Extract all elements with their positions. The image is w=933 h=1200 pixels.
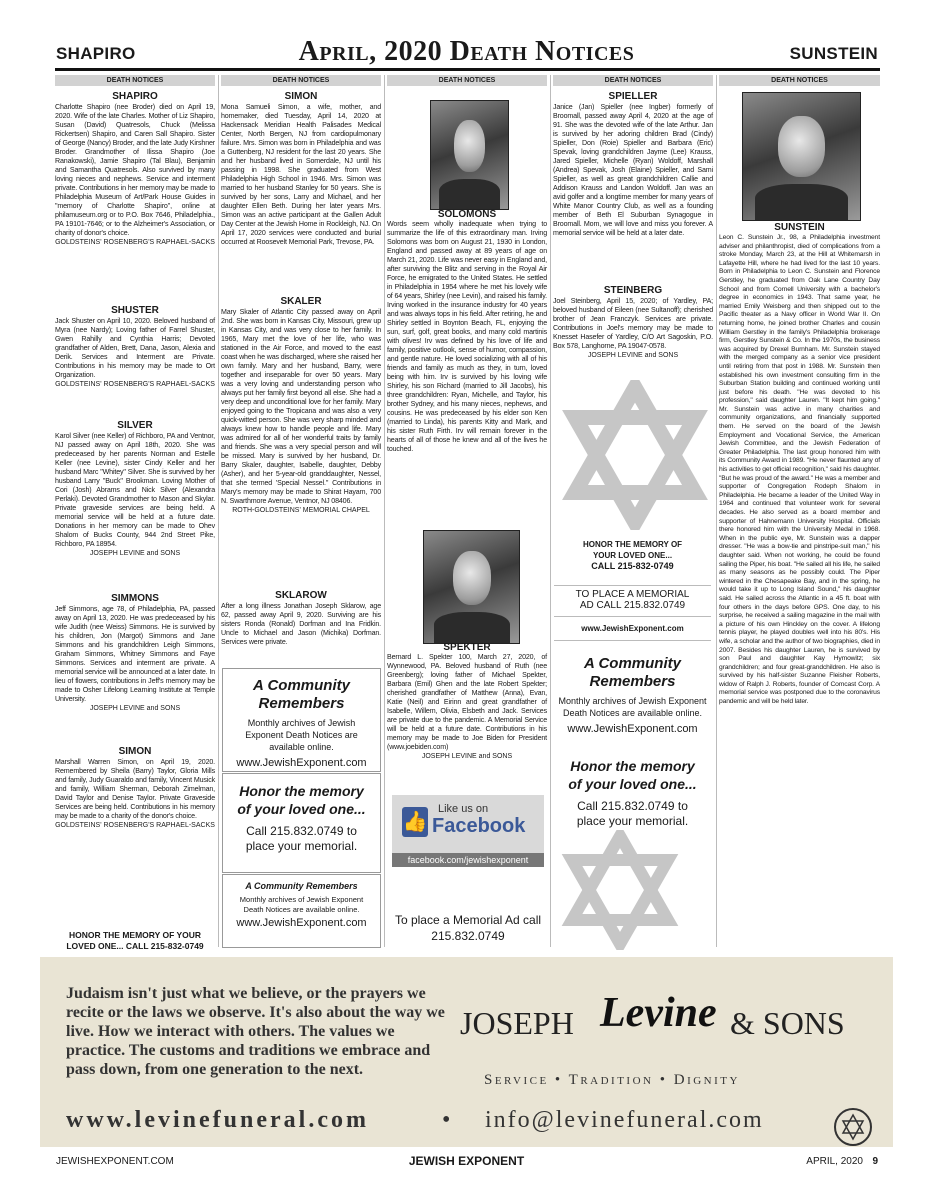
promo-text: Call 215.832.0749 to place your memorial. <box>245 824 358 853</box>
facebook-like-label: Like us on <box>438 803 489 815</box>
community-remembers-promo <box>554 655 711 735</box>
obituary-sunstein <box>719 234 880 707</box>
funeral-home: GOLDSTEINS' ROSENBERG'S RAPHAEL-SACKS <box>55 239 215 246</box>
obituary-text: Mary Skaler of Atlantic City passed away on April 2nd. She was born in Kansas City, Missouri, grew up in Kansas City, and was very close to her family. In 1965, Mary met the love of her life, who was stationed in the Air Force, and moved to the east coast when he was discharged, where she raised her own family. Mary and her husband, Barry, were together and inseparable for over 50 years. Mary was a very loving and understanding person who always put her family first beyond all else. She had a very deep and unconditional love for her family. Mary enjoyed going to the Tropicana and was also a very quick-witted person. She was very sharp minded and always knew how to handle people and life. Mary was admired for all of her wonderful traits by family and friends. She was a very special person and will be missed. Mary is survived by her husband, Dr. Barry Skaler, daughter, Isabelle, daughter, Debby (Asher), and her 5-year-old granddaughter, Nessel, that she termed 'Special Nessel." Contributions in Mary's memory may be made to Shirat Hayam, 700 N. Swarthmore Avenue, Ventnor, NJ 08406. <box>221 308 381 505</box>
memorial-ad-call: TO PLACE A MEMORIAL AD CALL 215.832.0749 <box>575 589 690 611</box>
obituary-simon-marshall <box>55 746 215 830</box>
obituary-name: SKALER <box>280 296 322 307</box>
honor-call-title: HONOR THE MEMORY OF YOUR LOVED ONE... <box>582 540 683 560</box>
ad-email[interactable]: info@levinefuneral.com <box>485 1107 764 1133</box>
honor-memory-promo <box>554 757 711 829</box>
obituary-shuster <box>55 305 215 389</box>
ad-tagline: Service • Tradition • Dignity <box>484 1072 740 1088</box>
promo-title: Honor the memory of your loved one... <box>568 758 697 792</box>
promo-text: Monthly archives of Jewish Exponent Death Notices are available online. <box>558 696 707 718</box>
footer-date: APRIL, 2020 <box>806 1156 863 1167</box>
funeral-home: JOSEPH LEVINE and SONS <box>89 550 181 557</box>
photo-caption: SPEKTER <box>443 642 491 653</box>
obituary-text: Karol Silver (nee Keller) of Richboro, PA and Ventnor, NJ passed away on April 18th, 2020. She was predeceased by her parents Norman and Estelle Keller (nee Levine), sister Cindy Keller and her husband Marc "Whitey" Silver. She is survived by her husband Larry "Buck" Brookman. Loving Mother of Cori (Josh) Abrams and Nick Silver (Alexandra Perlaki). Devoted Grandmother to Mason and Skylar. Private graveside services are being held. A memorial service will be held at a future date. Donations in her memory can be made to Ohev Shalom of Bucks County, 944 2nd Street Pike, Richboro, PA 18954. <box>55 432 215 548</box>
facebook-promo[interactable] <box>392 795 544 853</box>
honor-call-phone: CALL 215-832-0749 <box>591 561 674 571</box>
brand-levine: Levine <box>600 990 717 1036</box>
obituary-silver <box>55 420 215 558</box>
obituary-spieller <box>553 91 713 238</box>
funeral-home: JOSEPH LEVINE and SONS <box>89 705 181 712</box>
column-divider <box>218 75 219 947</box>
obituary-text: Janice (Jan) Spieller (nee Ingber) formerly of Broomall, passed away April 4, 2020 at the age of 91. She was the devoted wife of the late Arthur. Jan is survived by her adoring children Brad (Cindy) Spieller, Don (Roie) Spieller and Barbara (Eric) Spevak, loving grandchildren Jayme (Lee) Krauss, Jared Spieller, Michelle (Ryan) Woldoff, Marshall (Andrea) Spevak, Josh (Elaine) Spieller, and Sami Spieller, as well as great grandchildren Callie and Addison Krauss and Landon Woldoff. Jan was an avid golfer and a longtime member for many years of White Manor Country Club, as well as a founding member of Beth El Suburban Synagogue in Broomall. Mom, we will love and miss you forever. A memorial service will be held at a later date. <box>553 103 713 237</box>
obituary-solomons <box>387 220 547 454</box>
funeral-home: JOSEPH LEVINE and SONS <box>587 352 679 359</box>
column-label: DEATH NOTICES <box>55 75 215 86</box>
promo-title: Honor the memory of your loved one... <box>237 783 366 817</box>
obituary-simon-mona <box>221 91 381 247</box>
thumbs-up-icon: 👍 <box>402 807 428 837</box>
star-of-david-icon <box>560 380 710 530</box>
promo-title: A Community Remembers <box>253 677 350 712</box>
divider <box>554 640 711 641</box>
obituary-shapiro <box>55 91 215 247</box>
column-divider <box>384 75 385 947</box>
ad-website[interactable]: www.levinefuneral.com <box>66 1107 369 1133</box>
photo-solomons <box>430 100 509 210</box>
promo-title: A Community Remembers <box>584 655 681 690</box>
obituary-name: SKLAROW <box>275 590 327 601</box>
obituary-text: Jeff Simmons, age 78, of Philadelphia, PA, passed away on April 13, 2020. He was predeceased by his wife Judith (nee Weiss) Simmons. He is survived by his children, Jon (Margot) Simmons and Jane Simmons and his grandchildren Leigh Simmons, Graham Simmons, Whitney Simmons and Faye Simmons. Services and interment are private. A memorial service will be announced at a later date. In lieu of flowers, contributions in Jeff's memory may be made to Osher Lifelong Learning Institute at Temple University. <box>55 605 215 703</box>
honor-call-box <box>554 537 711 579</box>
obituary-steinberg <box>553 285 713 360</box>
obituary-text: Marshall Warren Simon, on April 19, 2020. Remembered by Sheila (Barry) Taylor, Gloria Mills and family, Judy Guaraldo and family, Vincent Musick and family, William Sherman, Deborah Zimelman, David Taylor and Denise Taylor. Private Graveside Services are being held. Contributions in his memory may be made to a charity of the donor's choice. <box>55 758 215 820</box>
divider <box>554 616 711 617</box>
footer-publication: JEWISH EXPONENT <box>408 1154 525 1168</box>
website-link[interactable]: www.JewishExponent.com <box>581 624 684 633</box>
column-label: DEATH NOTICES <box>719 75 880 86</box>
promo-text: Monthly archives of Jewish Exponent Death Notices are available online. <box>239 895 364 914</box>
ad-bullet: • <box>442 1107 451 1133</box>
obituary-name: STEINBERG <box>603 285 663 296</box>
promo-text: Monthly archives of Jewish Exponent Death Notices are available online. <box>245 718 358 752</box>
brand-sons: & SONS <box>730 1005 845 1041</box>
honor-memory-box <box>222 773 381 873</box>
small-community-box <box>222 874 381 948</box>
running-head-right: SUNSTEIN <box>789 44 878 63</box>
obituary-skaler <box>221 296 381 515</box>
funeral-home: ROTH-GOLDSTEINS' MEMORIAL CHAPEL <box>232 507 370 514</box>
website-link[interactable]: www.JewishExponent.com <box>236 757 367 769</box>
funeral-home: GOLDSTEINS' ROSENBERG'S RAPHAEL-SACKS <box>55 381 215 388</box>
star-of-david-icon <box>560 830 680 950</box>
obituary-sklarow <box>221 590 381 647</box>
promo-title: A Community Remembers <box>245 881 358 891</box>
header-rule <box>55 68 880 71</box>
obituary-simmons <box>55 593 215 713</box>
website-link[interactable]: www.JewishExponent.com <box>567 723 698 735</box>
website-link[interactable]: www.JewishExponent.com <box>236 917 367 929</box>
photo-caption: SUNSTEIN <box>774 222 825 233</box>
column-label: DEATH NOTICES <box>553 75 713 86</box>
funeral-home: GOLDSTEINS' ROSENBERG'S RAPHAEL-SACKS <box>55 822 215 829</box>
facebook-url[interactable]: facebook.com/jewishexponent <box>392 853 544 867</box>
obituary-text: Jack Shuster on April 10, 2020. Beloved husband of Myra (nee Nardy); Loving father of Farrel Shuster, Gwen Rahilly and Cynthia Harris; Devoted grandfather of Alden, Brett, Dana, Jason, Alexia and Derik. Services and Interment are Private. Contributions in his memory may be made to Ort Organization. <box>55 317 215 379</box>
column-label: DEATH NOTICES <box>221 75 381 86</box>
obituary-text: Leon C. Sunstein Jr., 98, a Philadelphia investment adviser and philanthropist, died of complications from a stroke Monday, March 23, at the Hill at Whitemarsh in Lafayette Hill, where he had lived for the last 10 years. Born in Philadelphia to Leon C. Sunstein and Florence Gerstley, he graduated from Oak Lane Country Day School and from Cornell University with a bachelor's degree in economics in 1943. That same year, he married Emily Weisberg and then shipped out to the Pacific theater as a Navy officer in World War II. On returning home, he joined brother Charles and cousin William Gerstley in the family's Philadelphia brokerage firm, Gerstley Sunstein & Co. In the 1970s, the business was acquired by Drexel Burnham. Mr. Sunstein stayed with the merged company as a senior vice president until retiring from that post in 1988. Mr. Sunstein then established his own investment consulting firm in the Suburban Station building and continued working until just before his death. "He was devoted to his profession," said daughter Lauren. "It kept him going." Mr. Sunstein was active in many charities and community organizations, and financially supported them. He served on the board of the Jewish Employment and Vocational Service, the American Jewish Committee, and the Jewish Federation of Greater Philadelphia. The last group honored him with its Community Award in 1989. "He never flaunted any of his activities to get official recognition," said his daughter. "But he was proud of the award." He was a member and supporter of Congregation Rodeph Shalom in Philadelphia. He became a leader of the United Way in 1964 and continued that volunteer work for several decades. He also served as a board member and supporter of Hahnemann University Hospital. Officials there honored him with the University Medal in 1968. When in the public eye, Mr. Sunstein was a dapper dresser. "He was a bow-tie and pinstripe-suit man," his daughter said. When not working, he could be found sailing the Piper, his boat. "He sailed all his life, he sailed as many seasons as he possibly could. The Piper wintered in the Chesapeake Bay, and in the spring, he would take it up to Long Island Sound," his daughter said. He sailed across the Atlantic in a 45 ft. boat with four others in the days before GPS. One day, to his surprise, he received a sailing magazine in the mail with a picture of his own Hinckley on the cover. A lifelong tennis player, he played doubles well into his 80's. His wife, a scholar and the author of two biographies, died in 2007. Besides his daughter Lauren, he is survived by son Paul and daughter Kay Hymowitz; six grandchildren; and four great-grandchildren. He also is survived by his half-sister Suzanne Fleisher Roberts, widow of Ralph J. Roberts, founder of Comcast Corp. A memorial service was postponed due to the coronavirus pandemic and will be held later. <box>719 234 880 706</box>
obituary-text: After a long illness Jonathan Joseph Sklarow, age 62, passed away April 9, 2020. Surviving are his sisters Ronda (Ronald) Dorfman and Ina Fridkin. Uncle to Michael and Jason (Michika) Dorfman. Services were private. <box>221 602 381 646</box>
obituary-text: Words seem wholly inadequate when trying to summarize the life of this extraordinary man. Irving Solomons was born on August 21, 1930 in London, England and passed away at 89 years of age on March 21, 2020. Life was never easy in England and, after surviving the Blitz and serving in the Royal Air Force, he emigrated to the United States. He settled in Philadelphia in 1954 where he met his lovely wife of 64 years, Shirley (nee Levin), and raised his family. Irving worked in the insurance industry for 40 years and was always tops in his field. After retiring, he and Shirley settled in Boynton Beach, FL, enjoying the sun, surf, golf, great books, and many cold martinis with olives! Irv was defined by his love of life and family, positive outlook, sense of humor, compassion, and gentle nature. He loved socializing with all of his friends and family as much as they, in turn, loved being with him. Irv is survived by his loving wife Shirley, his son Richard (married to Jill Jacobs), his three grandchildren: Ryan, Michelle, and Taylor, his brother Sydney, and his many nieces, nephews, and cousins. He was predeceased by his elder son Ken (married to Linda), his parents Kitty and Mark, and his sister Ruth Firth. Irv will remain forever in the hearts of all of those he knew and all of the lives he touched. <box>387 220 547 453</box>
seal-icon <box>833 1107 873 1147</box>
obituary-name: SIMMONS <box>111 593 159 604</box>
brand-joseph: JOSEPH <box>460 1005 574 1041</box>
obituary-text: Mona Samueli Simon, a wife, mother, and homemaker, died Tuesday, April 14, 2020 at Hackensack Meridian Health Palisades Medical Center, North Bergen, NJ from cardiopulmonary failure. Mrs. Simon was born in Philadelphia and was a Guttenberg, NJ resident for the last 20 years. She and her husband lived in Somerdale, NJ until his passing in 1998. She graduated from West Philadelphia High School in 1946. Mrs. Simon was married to her husband Stanley for 50 years. She is survived by her sons, Larry and Michael, and her daughter Ellen Beth. During her later years Mrs. Simon was an active participant at the Gallen Adult Day Center at the Jewish Home in Rockleigh, NJ. On April 17, 2020 services were conducted and burial occurred at Roosevelt Memorial Park, Trevose, PA. <box>221 103 381 246</box>
page-title: April, 2020 Death Notices <box>298 36 635 67</box>
community-remembers-box <box>222 668 381 772</box>
column-label: DEATH NOTICES <box>387 75 547 86</box>
levine-funeral-advertisement[interactable] <box>40 957 893 1147</box>
column-divider <box>550 75 551 947</box>
running-head-left: SHAPIRO <box>56 44 136 63</box>
divider <box>554 585 711 586</box>
facebook-name: Facebook <box>432 815 526 837</box>
obituary-name: SILVER <box>117 420 153 431</box>
obituary-name: SIMON <box>284 91 318 102</box>
column-divider <box>716 75 717 947</box>
obituary-text: Joel Steinberg, April 15, 2020; of Yardley, PA; beloved husband of Eileen (nee Sultanoff); cherished brother of Jean Franczyk. Services are private. Contributions in Joel's memory may be made to Knesset Hasefer of Yardley, C/O Art Sagoskin, P.O. Box 578, Langhorne, PA 19047-0578. <box>553 297 713 350</box>
obituary-name: SPIELLER <box>608 91 658 102</box>
obituary-text: Charlotte Shapiro (nee Broder) died on April 19, 2020. Wife of the late Charles. Mother of Liz Shapiro, Susan (David) Quatresols, Chuck (Melissa Rickertsen) Shapiro, and Caren Sall Shapiro. Sister of George (Nancy) Broder, and the late Judy Kirshner Broder. Grandmother of Ilissa Shapiro (Joe Ranakowski), Jamie Shapiro (Tal Blau), Benjamin and Samantha Quatresols. Also survived by many loving nieces and nephews. Service and interment private. Contributions in her memory may be made to Philadelphia Museum of Art/Park House Guides in "memory of Charlotte Shapiro", online at philamuseum.org or to P.O. Box 7646, Philadelphia., PA 19101-7646; or to the Alzheimer's Association, or charity of donor's choice. <box>55 103 215 237</box>
obituary-spekter <box>387 653 547 761</box>
footer-website: JEWISHEXPONENT.COM <box>56 1156 174 1167</box>
ad-message: Judaism isn't just what we believe, or the prayers we recite or the laws we observe. It's also about the way we live. How we interact with others. The values we practice. The customs and traditions we embrace and pass down, from one generation to the next. <box>66 985 445 1078</box>
obituary-name: SHAPIRO <box>112 91 158 102</box>
photo-sunstein <box>742 92 861 221</box>
funeral-home: JOSEPH LEVINE and SONS <box>421 753 513 760</box>
memorial-ad-call: To place a Memorial Ad call 215.832.0749 <box>394 913 542 943</box>
page-number: 9 <box>872 1156 878 1167</box>
photo-caption: SOLOMONS <box>437 209 497 220</box>
photo-spekter <box>423 530 520 644</box>
obituary-text: Bernard L. Spekter 100, March 27, 2020, of Wynnewood, PA. Beloved husband of Ruth (nee Greenberg); loving father of Michael Spekter, Barbara (Emil) Ghen and the late Robert Spekter; cherished grandfather of Matthew (Anna), Evan, Katie (Neil) and Eirinn and great grandfather of Isabelle, Willem, Olivia, Elsbeth and Jack. Services are private due to the pandemic. A Memorial Service will be held at a future date. Contributions in his memory may be made to Joe Biden for President (www.joebiden.com) <box>387 653 547 751</box>
honor-memory-call: HONOR THE MEMORY OF YOUR LOVED ONE... CALL 215-832-0749 <box>66 930 204 951</box>
obituary-name: SHUSTER <box>111 305 159 316</box>
obituary-name: SIMON <box>118 746 152 757</box>
promo-text: Call 215.832.0749 to place your memorial. <box>576 799 689 828</box>
